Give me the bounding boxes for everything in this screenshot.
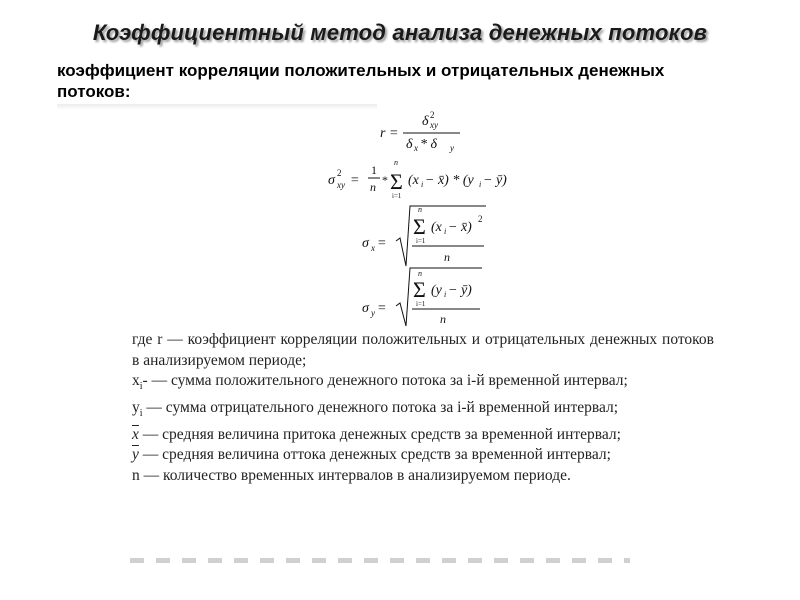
svg-text:i: i bbox=[444, 290, 447, 299]
svg-text:x: x bbox=[371, 243, 375, 253]
formula-r bbox=[380, 110, 460, 153]
svg-text:y: y bbox=[450, 143, 454, 153]
svg-text:i: i bbox=[479, 180, 482, 189]
svg-text:n: n bbox=[418, 269, 422, 278]
definition-y-mean: $\overline{y}$ — средняя величина оттока денежных средств за временной интервал; bbox=[132, 446, 611, 464]
svg-text:δ: δ bbox=[406, 137, 413, 152]
formula-sigma-y bbox=[362, 268, 482, 326]
svg-text:=: = bbox=[350, 173, 360, 188]
svg-text:− x̄): − x̄) bbox=[448, 220, 472, 235]
svg-text:x: x bbox=[414, 143, 418, 153]
definition-r: где r — коэффициент корреляции положительных и отрицательных денежных потоков в анализируемом периоде; bbox=[132, 331, 714, 369]
svg-text:n: n bbox=[418, 205, 422, 214]
svg-text:δ: δ bbox=[422, 114, 429, 129]
svg-text:n: n bbox=[440, 312, 446, 326]
svg-text:i: i bbox=[421, 180, 424, 189]
svg-text:i=1: i=1 bbox=[416, 300, 426, 308]
svg-text:Σ: Σ bbox=[413, 277, 426, 302]
svg-text:i: i bbox=[444, 227, 447, 236]
formula-covariance bbox=[328, 158, 507, 200]
svg-text:i=1: i=1 bbox=[392, 192, 402, 200]
svg-text:σ: σ bbox=[362, 236, 369, 251]
svg-text:n: n bbox=[370, 180, 376, 194]
svg-text:=: = bbox=[377, 236, 387, 251]
svg-text:2: 2 bbox=[430, 110, 435, 120]
svg-text:σ: σ bbox=[362, 301, 369, 316]
subtitle: коэффициент корреляции положительных и отрицательных денежных потоков: bbox=[57, 61, 665, 101]
svg-text:* δ: * δ bbox=[420, 137, 438, 152]
svg-text:n: n bbox=[444, 250, 450, 264]
svg-text:=: = bbox=[377, 301, 387, 316]
svg-text:(y: (y bbox=[431, 283, 442, 298]
svg-text:− x̄) * (y: − x̄) * (y bbox=[425, 173, 474, 188]
svg-text:(x: (x bbox=[431, 220, 442, 235]
svg-text:2: 2 bbox=[478, 214, 483, 224]
slide-title: Коэффициентный метод анализа денежных потоков bbox=[92, 20, 708, 45]
svg-text:n: n bbox=[394, 158, 398, 167]
svg-text:Σ: Σ bbox=[413, 214, 426, 239]
definition-yi: $y_i$ — сумма отрицательного денежного потока за i-й временной интервал; bbox=[132, 398, 619, 419]
svg-text:2: 2 bbox=[337, 168, 342, 178]
svg-text:σ: σ bbox=[328, 173, 335, 188]
svg-text:r =: r = bbox=[380, 126, 399, 141]
svg-text:xy: xy bbox=[430, 120, 438, 130]
svg-text:1: 1 bbox=[371, 163, 377, 177]
svg-text:(x: (x bbox=[408, 173, 419, 188]
svg-text:i=1: i=1 bbox=[416, 237, 426, 245]
svg-text:*: * bbox=[382, 173, 388, 187]
definition-xi: $x_i-$ — сумма положительного денежного потока за i-й временной интервал; bbox=[132, 372, 628, 393]
definition-x-mean: $\overline{x}$ — средняя величина притока денежных средств за временной интервал; bbox=[132, 425, 621, 443]
svg-text:− ȳ): − ȳ) bbox=[483, 173, 507, 188]
formula-sigma-x bbox=[362, 205, 486, 266]
svg-text:Σ: Σ bbox=[390, 169, 403, 194]
definition-n: n — количество временных интервалов в анализируемом периоде. bbox=[132, 466, 571, 484]
variable-definitions bbox=[116, 330, 714, 486]
svg-text:y: y bbox=[371, 308, 375, 318]
formula-block bbox=[300, 106, 520, 328]
scan-artifact-bottom bbox=[130, 558, 630, 563]
svg-text:xy: xy bbox=[337, 180, 345, 190]
svg-text:− ȳ): − ȳ) bbox=[448, 283, 472, 298]
